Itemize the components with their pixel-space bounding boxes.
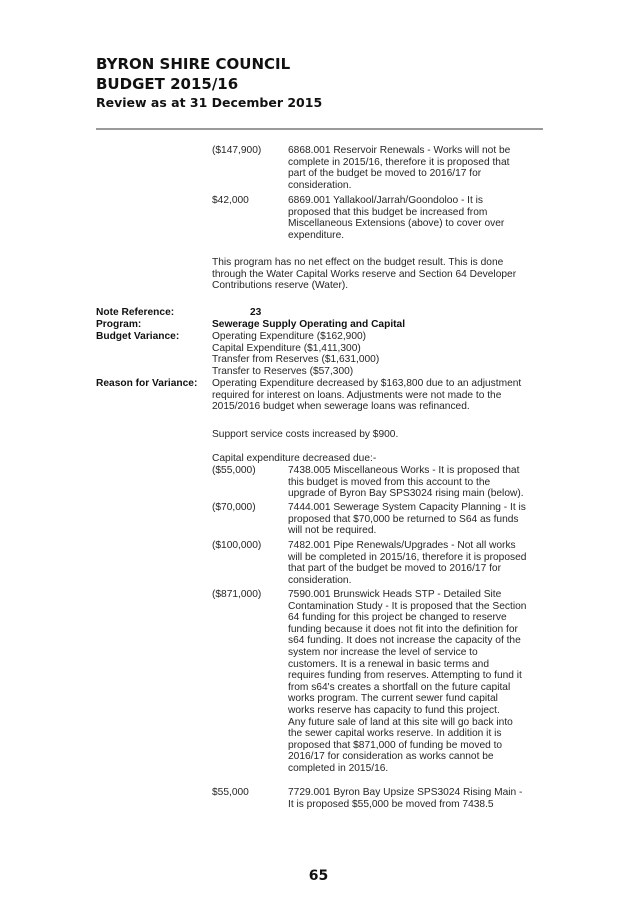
council-title: BYRON SHIRE COUNCIL [96,55,291,73]
item-text: 7444.001 Sewerage System Capacity Planning - It is proposed that $70,000 be returned to S64 as funds will not be required. [288,502,526,537]
budget-variance-label: Budget Variance: [96,331,180,342]
item-text: 6868.001 Reservoir Renewals - Works will not be complete in 2015/16, therefore it is proposed that part of the budget be moved to 2016/17 for consideration. [288,145,511,191]
item-amount: ($871,000) [212,589,262,600]
item-amount: $42,000 [212,195,249,206]
item-text: 7590.001 Brunswick Heads STP - Detailed Site Contamination Study - It is proposed that the Section 64 funding for this project be changed to reserve funding because it does not fit into the definition for s64 funding. It does not increase the capacity of the system nor increase the level of service to customers. It is a renewal in basic terms and requires funding from reserves. Attempting to fund it from s64's creates a shortfall on the future capital works program. The current sewer fund capital works reserve has capacity to fund this project. Any future sale of land at this site will go back into the sewer capital works reserve. In addition it is proposed that $871,000 of funding be moved to 2016/17 for consideration as works cannot be completed in 2015/16. [288,589,527,774]
program-value: Sewerage Supply Operating and Capital [212,319,406,330]
reason-text: Operating Expenditure decreased by $163,800 due to an adjustment required for interest on loans. Adjustments were not made to the 2015/2016 budget when sewerage loans was refinanced. [212,378,522,413]
note-reference-label: Note Reference: [96,307,175,318]
reason-label: Reason for Variance: [96,378,198,389]
item-text: 7729.001 Byron Bay Upsize SPS3024 Rising Main - It is proposed $55,000 be moved from 7438.5 [288,787,523,810]
item-text: 6869.001 Yallakool/Jarrah/Goondoloo - It is proposed that this budget be increased from Miscellaneous Extensions (above) to cover over expenditure. [288,195,505,241]
item-amount: ($70,000) [212,502,256,513]
capital-intro: Capital expenditure decreased due:- [212,453,377,464]
page-number: 65 [308,868,329,884]
budget-title: BUDGET 2015/16 [96,75,239,93]
item-amount: $55,000 [212,787,249,798]
support-costs-text: Support service costs increased by $900. [212,429,399,440]
item-amount: ($100,000) [212,540,262,551]
header-divider [96,128,543,130]
program-label: Program: [96,319,142,330]
review-subtitle: Review as at 31 December 2015 [96,95,323,110]
item-text: 7438.005 Miscellaneous Works - It is proposed that this budget is moved from this account to the upgrade of Byron Bay SPS3024 rising main (below). [288,465,524,500]
note-reference-value: 23 [250,307,262,318]
item-text: 7482.001 Pipe Renewals/Upgrades - Not all works will be completed in 2015/16, therefore it is proposed that part of the budget be moved to 2016/17 for consideration. [288,540,527,586]
net-effect-paragraph: This program has no net effect on the budget result. This is done through the Water Capital Works reserve and Section 64 Developer Contributions reserve (Water). [212,257,517,292]
budget-variance-lines: Operating Expenditure ($162,900) Capital Expenditure ($1,411,300) Transfer from Reserves ($1,631,000) Transfer to Reserves ($57,300) [212,331,380,377]
item-amount: ($55,000) [212,465,256,476]
item-amount: ($147,900) [212,145,262,156]
